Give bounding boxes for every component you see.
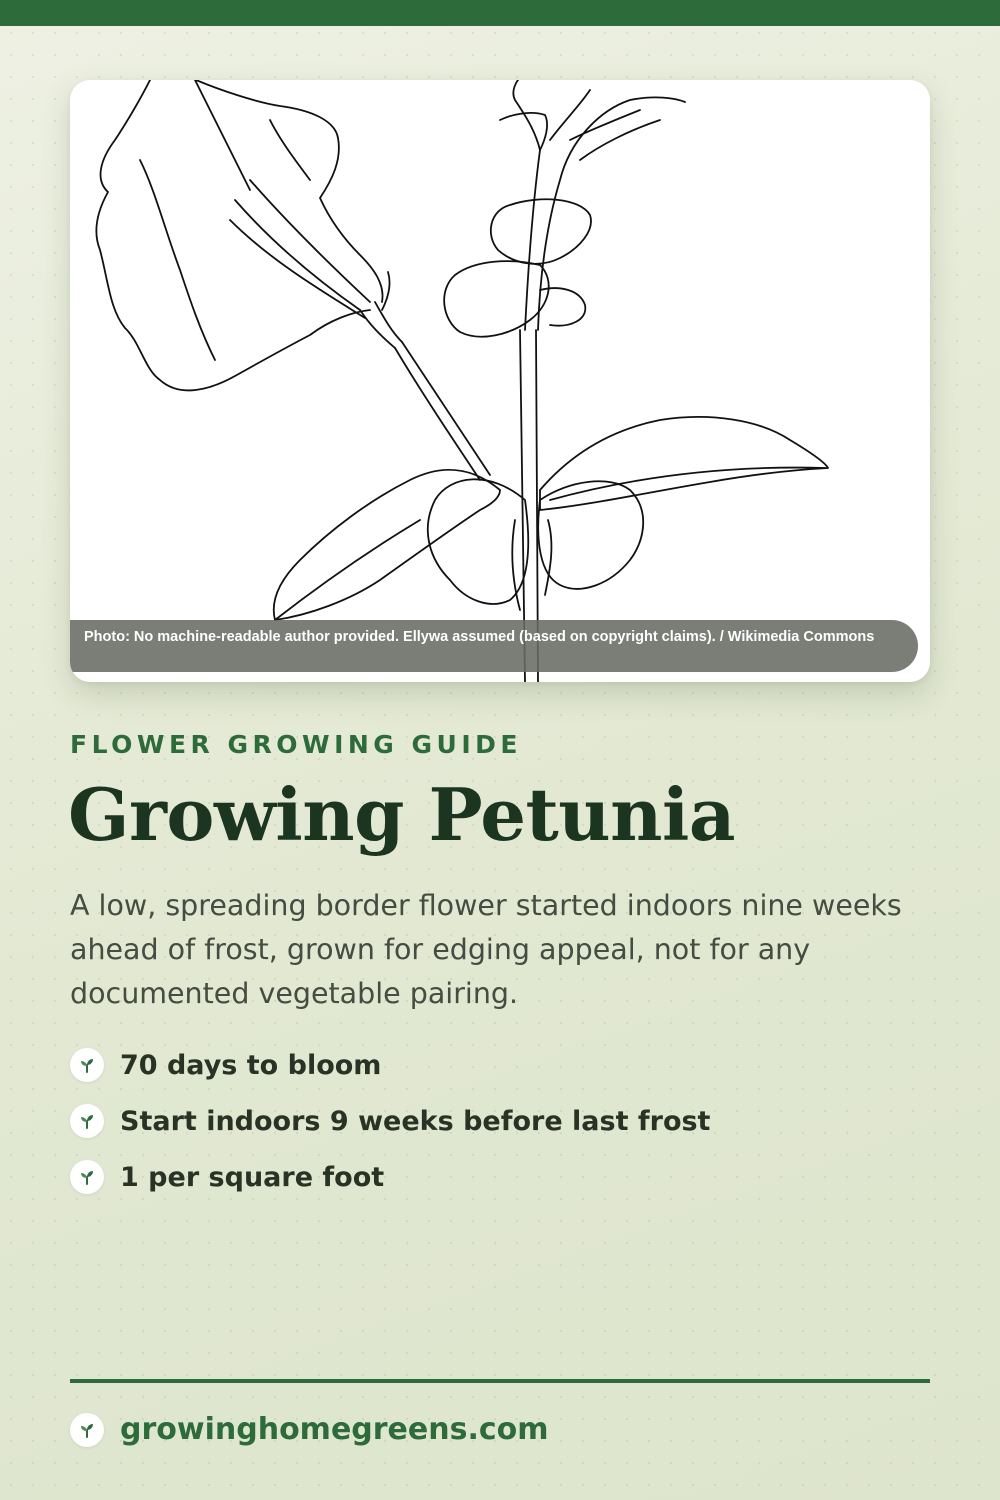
petunia-photo: [70, 80, 930, 682]
footer-divider: [70, 1379, 930, 1383]
footer: [70, 1412, 549, 1447]
top-accent-bar: [0, 0, 1000, 26]
sprout-icon: [70, 1160, 104, 1194]
fact-text: Start indoors 9 weeks before last frost: [120, 1105, 711, 1137]
site-link[interactable]: growinghomegreens.com: [120, 1412, 549, 1447]
sprout-icon: [70, 1413, 104, 1447]
fact-text: 1 per square foot: [120, 1161, 385, 1193]
page-title: Growing Petunia: [68, 772, 736, 857]
fact-item: [70, 1155, 710, 1199]
petunia-line-drawing: [70, 80, 930, 682]
guide-eyebrow: FLOWER GROWING GUIDE: [70, 730, 522, 759]
fact-list: [70, 1043, 710, 1211]
sprout-icon: [70, 1104, 104, 1138]
fact-item: [70, 1099, 710, 1143]
sprout-icon: [70, 1048, 104, 1082]
fact-text: 70 days to bloom: [120, 1049, 382, 1081]
fact-item: [70, 1043, 710, 1087]
guide-description: A low, spreading border flower started indoors nine weeks ahead of frost, grown for edging appeal, not for any documented vegetable pairing.: [70, 889, 902, 1010]
photo-credit: Photo: No machine-readable author provided. Ellywa assumed (based on copyright claims). / Wikimedia Commons: [70, 620, 918, 672]
